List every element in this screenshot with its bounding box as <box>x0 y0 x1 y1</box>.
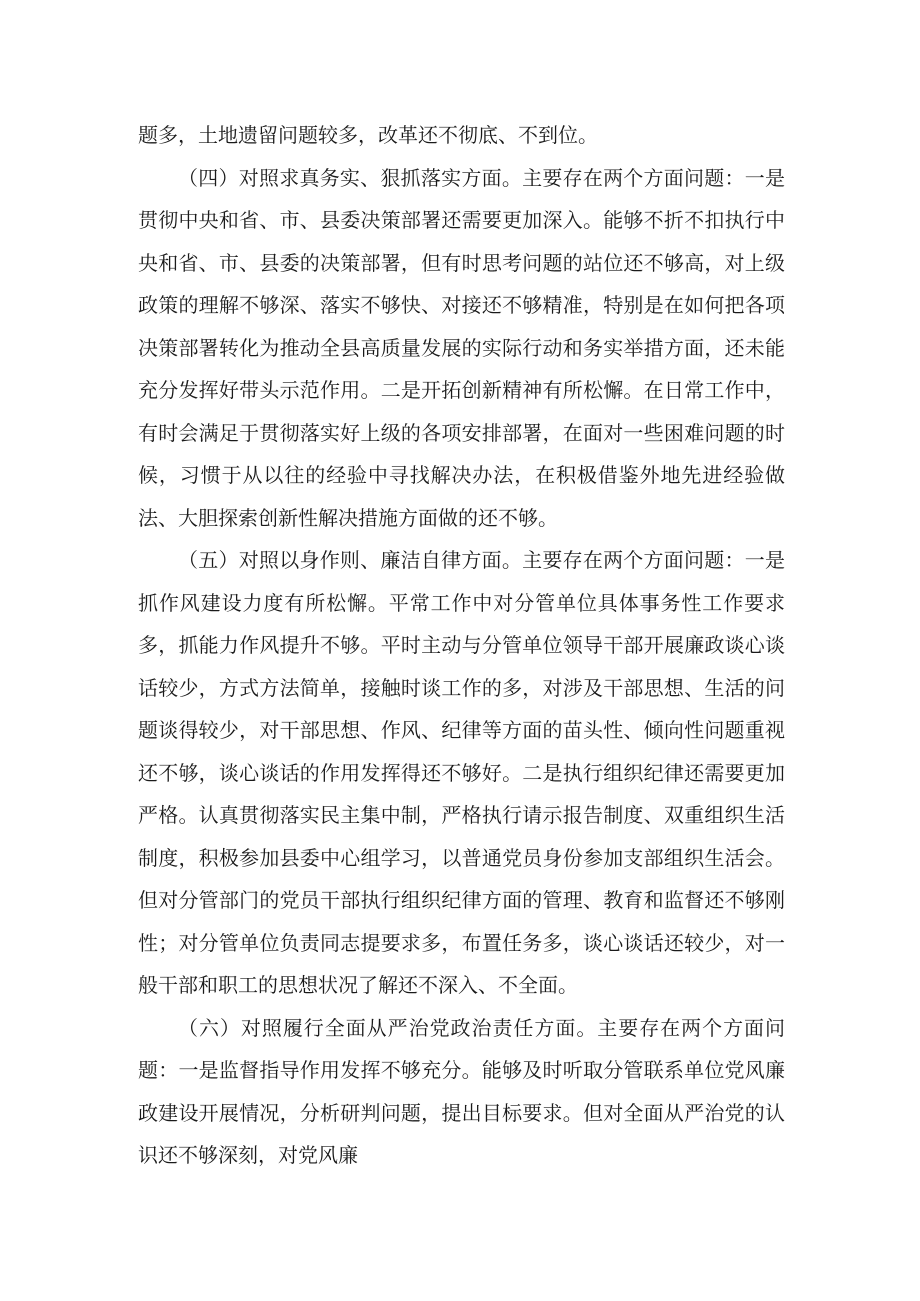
paragraph-1: 题多，土地遗留问题较多，改革还不彻底、不到位。 <box>138 123 598 147</box>
paragraph-section-6: （六）对照履行全面从严治党政治责任方面。主要存在两个方面问题：一是监督指导作用发挥不够充分。能够及时听取分管联系单位党风廉政建设开展情况，分析研判问题，提出目标要求。但对全面从严治党的认识还不够深刻，对党风廉 <box>138 1015 785 1167</box>
document-page <box>138 114 785 1177</box>
paragraph-section-4: （四）对照求真务实、狠抓落实方面。主要存在两个方面问题：一是贯彻中央和省、市、县委决策部署还需要更加深入。能够不折不扣执行中央和省、市、县委的决策部署，但有时思考问题的站位还不够高，对上级政策的理解不够深、落实不够快、对接还不够精准，特别是在如何把各项决策部署转化为推动全县高质量发展的实际行动和务实举措方面，还未能充分发挥好带头示范作用。二是开拓创新精神有所松懈。在日常工作中，有时会满足于贯彻落实好上级的各项安排部署，在面对一些困难问题的时候，习惯于从以往的经验中寻找解决办法，在积极借鉴外地先进经验做法、大胆探索创新性解决措施方面做的还不够。 <box>138 165 785 530</box>
paragraph-section-5: （五）对照以身作则、廉洁自律方面。主要存在两个方面问题：一是抓作风建设力度有所松懈。平常工作中对分管单位具体事务性工作要求多，抓能力作风提升不够。平时主动与分管单位领导干部开展廉政谈心谈话较少，方式方法简单，接触时谈工作的多，对涉及干部思想、生活的问题谈得较少，对干部思想、作风、纪律等方面的苗头性、倾向性问题重视还不够，谈心谈话的作用发挥得还不够好。二是执行组织纪律还需要更加严格。认真贯彻落实民主集中制，严格执行请示报告制度、双重组织生活制度，积极参加县委中心组学习，以普通党员身份参加支部组织生活会。但对分管部门的党员干部执行组织纪律方面的管理、教育和监督还不够刚性；对分管单位负责同志提要求多，布置任务多，谈心谈话还较少，对一般干部和职工的思想状况了解还不深入、不全面。 <box>138 548 785 997</box>
